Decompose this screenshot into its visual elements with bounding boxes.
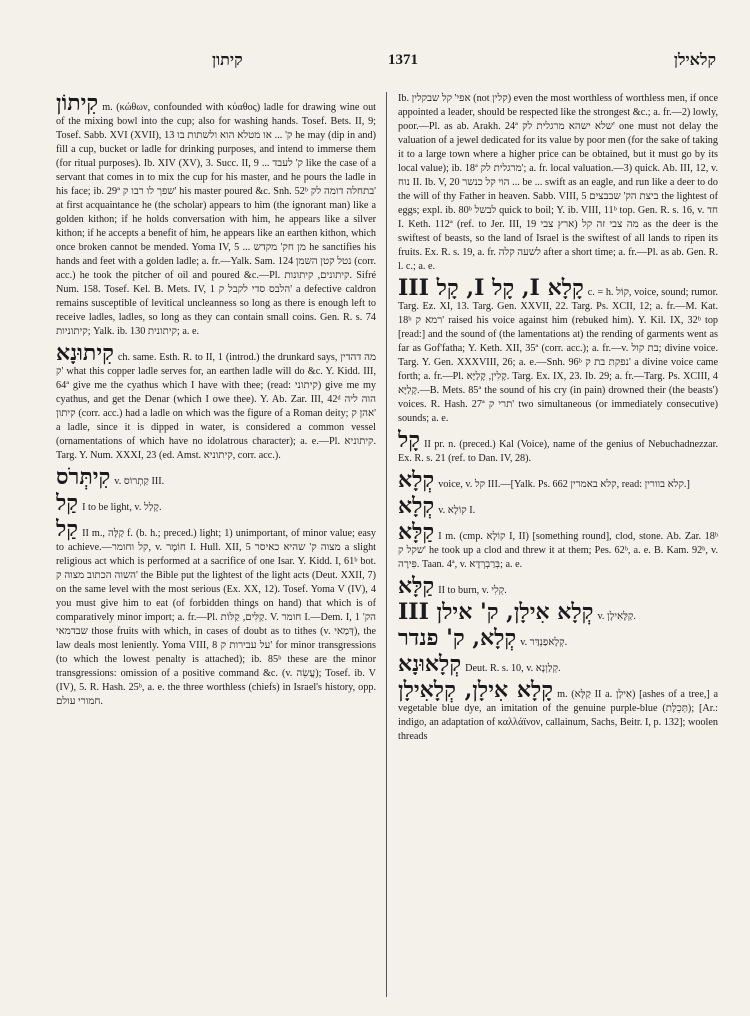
dictionary-entry: [398, 575, 718, 598]
entry-text: m. (κώθων, confounded with κύαθος) ladle for drawing wine out of the mixing bowl into the cup; also for washing hands. Tosef. Bets. II, 9; Tosef. Sabb. XVI (XVII), 13 ק' ... או מטלא הוא ולשתות בו he may (dip in and) fill a cup, bucket or ladle for drinking purposes, and intend to immerse them (for ritual purposes). Ib. XIV (XV), 3. Succ. II, 9 ... ק' לעבד like the case of a servant that comes in to mix the cup for his master, and he pours the ladle in his face; ib. 29ª שפך לו רבו ק' his master poured &c. Snh. 52ᵇ בתחלה דומה לק' at first acquaintance he (the scholar) appears to him (the ignorant man) like a golden kithon; if he holds conversation with him, he appears like a silver kithon; if he accepts a benefit of him, he appears like an earthen kithon, which once broken cannot be mended. Yoma IV, 5 ... מן חק' מקדש he sanctifies his hands and feet with a golden ladle; a. fr.—Yalk. Sam. 124 נטל קטן השמן (corr. acc.) he took the pitcher of oil and poured &c.—Pl. קיתונים, קיתונות. Sifré Num. 158. Tosef. Kel. B. Mets. IV, 1 הלבס סדי לקבל ק' a defective caldron remains susceptible of levitical uncleanness so long as there is enough left to receive ladles, ladles, so long as they can contain small coins. Gen. R. s. 74 קיתוניות; Yalk. ib. 130 קיתונית; a. e.: [56, 102, 376, 337]
entry-text: v. קוֹלָא I.: [438, 505, 476, 516]
entry-headword: קִיתוֹן: [56, 92, 99, 116]
entry-text: II to burn, v. קְלִי.: [438, 585, 507, 596]
entry-headword: קְלָא אִילָן, ק' אילן III: [398, 599, 594, 625]
entry-headword: קַל: [56, 490, 79, 516]
dictionary-entry: [398, 679, 718, 744]
entry-headword: קְלָא: [398, 467, 435, 493]
left-column: [56, 92, 376, 997]
dictionary-entry: [398, 277, 718, 426]
dictionary-entry: [398, 92, 718, 274]
page-header: [40, 52, 730, 74]
entry-text: II m., קַלָּה f. (b. h.; preced.) light; 1) unimportant, of minor value; easy to achieve.—קל וחומר, v. חוֹמֶר I. Hull. XII, 5 מצוה ק' שהיא כאיסר a slight religious act which is performed at a sacrifice of one Isar. Y. Kidd. I, 61ᵇ bot. השוה הכתוב מצוה ק' the Bible put the lightest of the light acts (Deut. XXII, 7) on the same level with the most serious (Ex. XX, 12). Tosef. Yoma V (IV), 4 you must give him to eat (of forbidden things on hand) that which is of comparatively minor import; a. fr.—Pl. קַלִּים, קַלּוֹת. V. חומר I.—Dem. I, 1 הק' שבדמאי those fruits with which, in cases of doubt as to tithes (v. דְּמַאי), the law deals most leniently. Yoma VIII, 8 על עבירות ק' for minor transgressions (to which the lowest penalty is attached); ib. 85ᵇ these are the minor transgressions: omission of a positive command &c. (v. עֲשֵׂה); Tosef. ib. V (IV), 5. R. Hash. 25ᵇ, a. e. the three worthless (chiefs) in Israel's history, opp. חמורי עולם.: [56, 528, 376, 707]
dictionary-entry: [56, 466, 376, 489]
dictionary-entry: [398, 495, 718, 518]
entry-text: voice, v. קל III.—[Yalk. Ps. 662 קלא באמרין, read: קלא בוורין.]: [438, 479, 690, 490]
entry-headword: קְלָא, ק' פנדר: [398, 625, 517, 651]
entry-text: v. קְלָאפַנְדַּר.: [520, 637, 568, 648]
entry-text: c. = h. קוֹל, voice, sound; rumor. Targ. Ez. XI, 13. Targ. Gen. XXVII, 22. Targ. Ps. XCII, 12; a. fr.—M. Kat. 18ᵇ רמא ק' raised his voice against him (rebuked him). Y. Kil. IX, 32ᵇ top [read:] and the sound of (the lamentations at) the rending of garments went as far as Gof'fatha; Y. Keth. XII, 35ª (corr. acc.); a. fr.—v. בת קול; divine voice. Targ. Y. Gen. XXXVIII, 26; a. e.—Snh. 96ᵇ נפקת בת ק' a divine voice came forth; a. fr.—Pl. קָלִין, קָלַיָּא. Targ. Ex. IX, 23. Ib. 29; a. fr.—Targ. Ps. XCIII, 4 קָלַיָּא.—B. Mets. 85ª the sound of his cry (in pain) drowned their (the beasts') voices. R. Hash. 27ª תרי ק' two simultaneous (or immediately consecutive) sounds; a. e.: [398, 287, 718, 424]
entry-text: ch. same. Esth. R. to II, 1 (introd.) the drunkard says, מה דהדין ק' what this copper ladle serves for, an earthen ladle will do &c. Y. Kidd. III, 64ª give me the cyathus which I have with thee; (read: קיתוני) give me my cyathus, and get the Denar (which I owe thee). Y. Ab. Zar. III, 42ᵈ הוה ליה קיתון (corr. acc.) had a ladle on which was the figure of a Roman deity; אהן ק' a ladle, since it is dipped in water, is considered a common vessel (ornamentations of which have no idolatrous character); a. e.—Pl. קיתוניא. Targ. Y. Num. XXXI, 23 (ed. Amst. קיתוניא, corr. acc.).: [56, 352, 376, 461]
dictionary-entry: [398, 627, 718, 650]
entry-text: v. קַתְרוֹס III.: [114, 476, 165, 487]
entry-headword: קַלָּא: [398, 573, 435, 599]
entry-text: Ib. אפי' קל שבקלין (not קלין) even the most worthless of worthless men, if once appointed a leader, should be respected like the strongest &c.; a. fr.—2) lowly, poor.—Pl. as ab. Arakh. 24ª שלא ישהא מרגלית לק' one must not delay the valuation of a jewel dedicated for its value by poor men (for the sake of taking it to a large town where a higher price can be obtained, but it must go by its local value); ib. 18ª מרגלית לק'; a. fr. local valuation.—3) quick. Ab. III, 12, v. נוח II. Ib. V, 20 הוי קל כנשר ... be ... swift as an eagle, and run like a deer to do the will of thy Father in heaven. Sabb. VIII, 5 ביצת הק' שבבצים the lightest of eggs; expl. ib. 80ᵇ לבשל quick to boil; Y. ib. VIII, 11ᵇ top. Gen. R. s. 16, v. חד I. Keth. 112ª (ref. to Jer. III, 19 ארץ צבי) מה צבי זה קל as the deer is the swiftest of beasts, so the land of Israel is the swiftest of all lands to ripen its fruits. Ex. R. s. 19, a. fr. לשעה קלה after a short time; a. fr.—Pl. as ab. Gen. R. l. c.; a. e.: [398, 93, 718, 272]
left-running-head: קיתון: [212, 52, 243, 69]
entry-text: v. קַלָּאִילָן.: [597, 611, 636, 622]
column-divider: [386, 92, 387, 997]
entry-headword: קְלָאוּנָא: [398, 651, 462, 677]
entry-text: m. (קַלָּא II a. אִילָן) [ashes of a tree,] a vegetable blue dye, an imitation of the genuine purple-blue (תְּכֵלֶת); [Ar.: indigo, an adaptation of καλλάϊνον, callainum, Sachs, Beitr. I, p. 132]; woolen threads: [398, 689, 718, 742]
entry-headword: קִיתְּרֹס: [56, 464, 111, 490]
dictionary-entry: [56, 92, 376, 339]
page-number: 1371: [388, 52, 418, 68]
entry-text: I to be light, v. קָלַל.: [82, 502, 162, 513]
entry-text: Deut. R. s. 10, v. קְלַוְנָא.: [465, 663, 561, 674]
dictionary-entry: [398, 653, 718, 676]
dictionary-entry: [398, 521, 718, 572]
right-column: [398, 92, 718, 997]
entry-headword: קַלָּא: [398, 519, 435, 545]
entry-headword: קִיתוּנָא: [56, 340, 114, 366]
entry-headword: קָל: [398, 427, 421, 453]
entry-headword: קָלָא I, קָל I, קָל III: [398, 275, 584, 301]
entry-text: II pr. n. (preced.) Kal (Voice), name of the genius of Nebuchadnezzar. Ex. R. s. 21 (ref. to Dan. IV, 28).: [398, 439, 718, 464]
entry-text: I m. (cmp. קוֹלָא I, II) [something round], clod, stone. Ab. Zar. 18ᵇ שקל ק' he took up a clod and threw it at them; Pes. 62ᵇ, a. e. B. Kam. 92ᵇ, v. פִּירָה. Taan. 4ª, v. בְּרַבְרְדָא; a. e.: [398, 531, 718, 570]
entry-headword: קְלָא: [398, 493, 435, 519]
entry-headword: קָלָא אִילָן, קְלָאִילָן: [398, 677, 554, 703]
dictionary-entry: [56, 492, 376, 515]
dictionary-entry: [398, 469, 718, 492]
dictionary-entry: [398, 601, 718, 624]
dictionary-entry: [56, 342, 376, 463]
dictionary-entry: [398, 429, 718, 466]
right-running-head: קלאילן: [673, 52, 716, 69]
entry-headword: קַל: [56, 516, 79, 542]
dictionary-entry: [56, 518, 376, 709]
